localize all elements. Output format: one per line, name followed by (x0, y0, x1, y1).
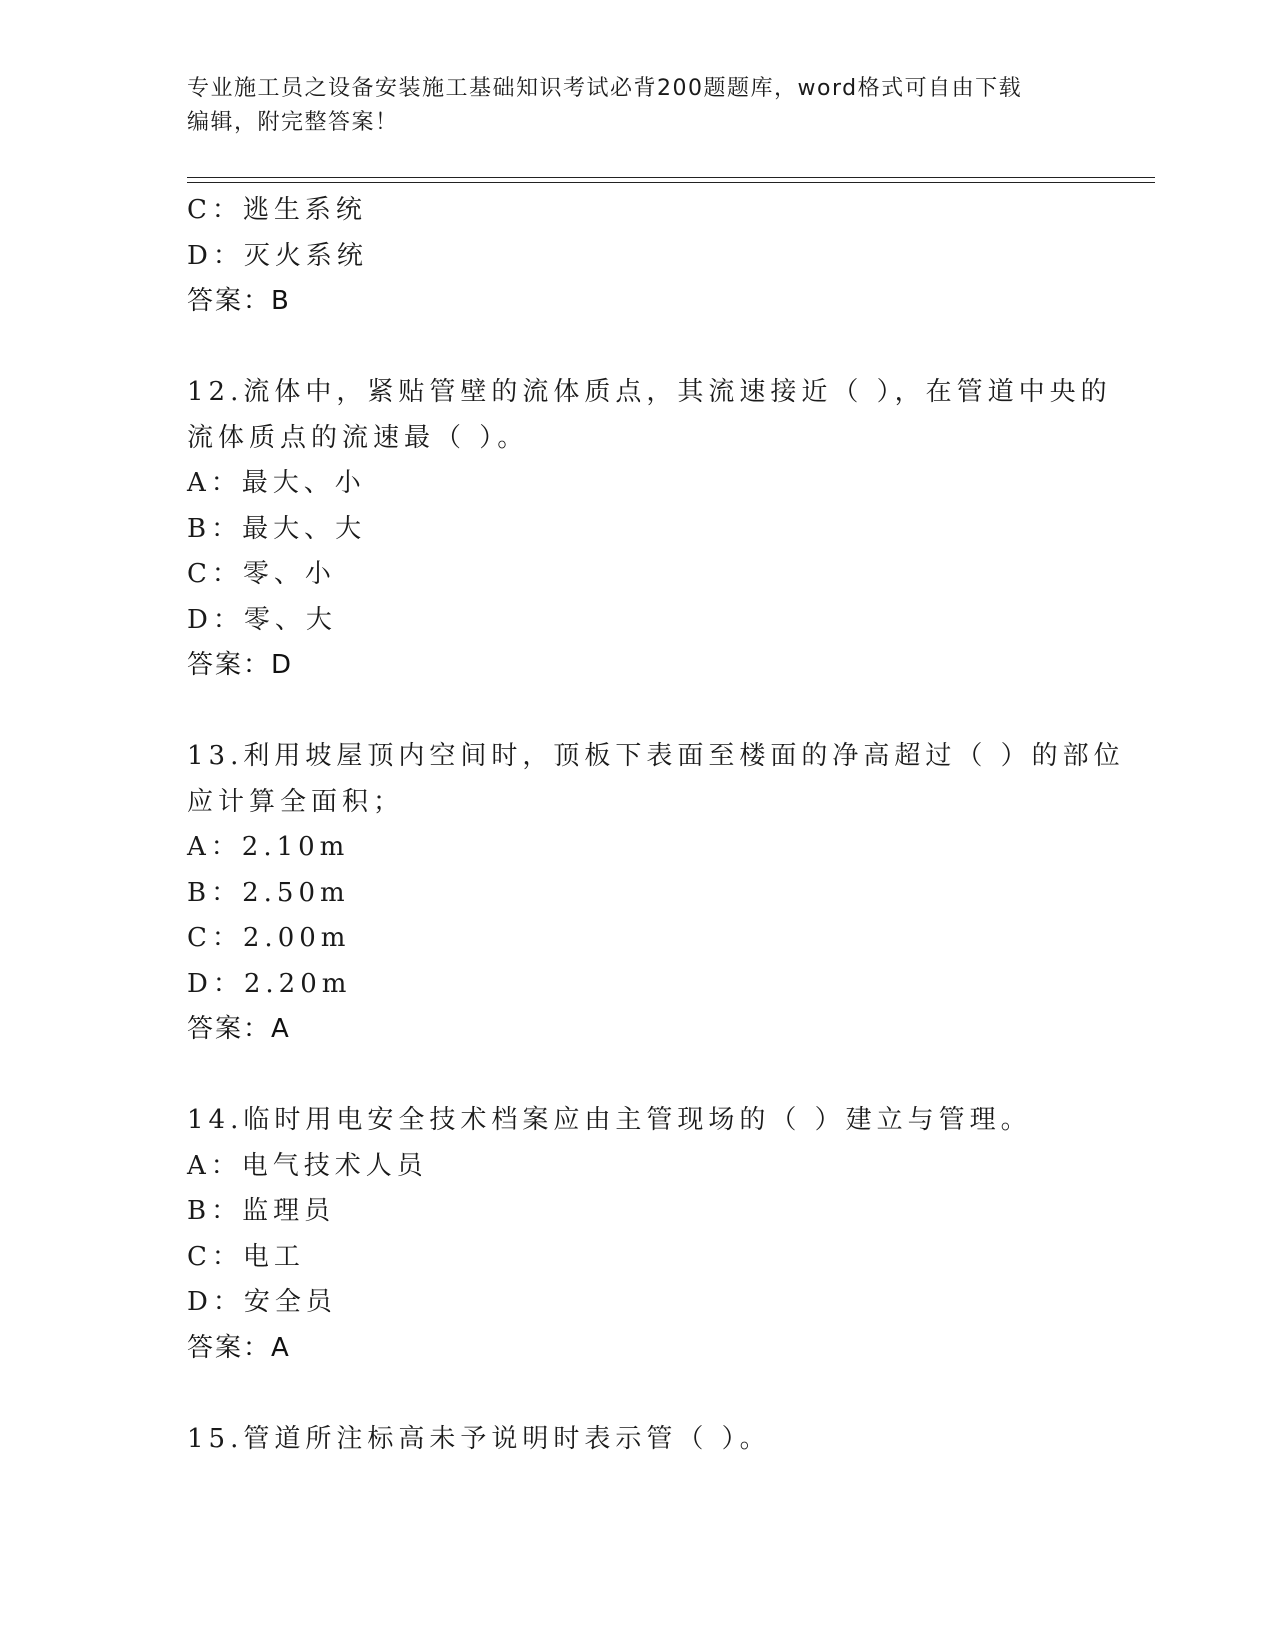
option-a: A：2.10m (187, 832, 350, 862)
option-b: B：监理员 (187, 1196, 336, 1226)
question-14 (187, 1098, 1087, 1371)
question-stem-line-1: 13.利用坡屋顶内空间时，顶板下表面至楼面的净高超过（ ）的部位 (187, 741, 1125, 771)
header-divider-top (187, 177, 1155, 178)
question-12 (187, 370, 1112, 689)
document-header (187, 72, 1067, 140)
question-11 (187, 188, 1087, 325)
spacer (187, 1371, 1087, 1417)
header-title-line-2: 编辑，附完整答案！ (187, 110, 399, 135)
option-b: B：最大、大 (187, 513, 367, 544)
answer-line: 答案：A (187, 1332, 291, 1363)
option-a: A：最大、小 (187, 468, 366, 498)
option-d: D：安全员 (187, 1287, 337, 1317)
question-13 (187, 734, 1125, 1053)
question-stem-line-1: 12.流体中，紧贴管壁的流体质点，其流速接近（ ），在管道中央的 (187, 377, 1112, 407)
header-title-line-1: 专业施工员之设备安装施工基础知识考试必背200题题库，word格式可自由下载 (187, 76, 1023, 101)
answer-line: 答案：B (187, 286, 291, 316)
question-stem-line-1: 15.管道所注标高未予说明时表示管（ ）。 (187, 1423, 771, 1454)
option-a: A：电气技术人员 (187, 1150, 428, 1181)
option-c: C：零、小 (187, 559, 336, 589)
question-15 (187, 1417, 1087, 1463)
spacer (187, 1053, 1087, 1099)
option-d: D：灭火系统 (187, 240, 368, 271)
option-c: C：电工 (187, 1241, 305, 1272)
option-c: C：逃生系统 (187, 195, 367, 225)
answer-line: 答案：A (187, 1014, 291, 1044)
question-stem-line-2: 流体质点的流速最（ ）。 (187, 422, 529, 453)
option-b: B：2.50m (187, 877, 350, 908)
question-stem-line-1: 14.临时用电安全技术档案应由主管现场的（ ）建立与管理。 (187, 1105, 1032, 1135)
question-stem-line-2: 应计算全面积； (187, 786, 405, 817)
option-d: D：2.20m (187, 968, 352, 999)
option-d: D：零、大 (187, 604, 337, 635)
option-c: C：2.00m (187, 923, 351, 953)
answer-line: 答案：D (187, 650, 294, 680)
spacer (187, 325, 1087, 371)
question-list (187, 188, 1125, 1462)
spacer (187, 689, 1087, 735)
header-divider-bottom (187, 182, 1155, 183)
